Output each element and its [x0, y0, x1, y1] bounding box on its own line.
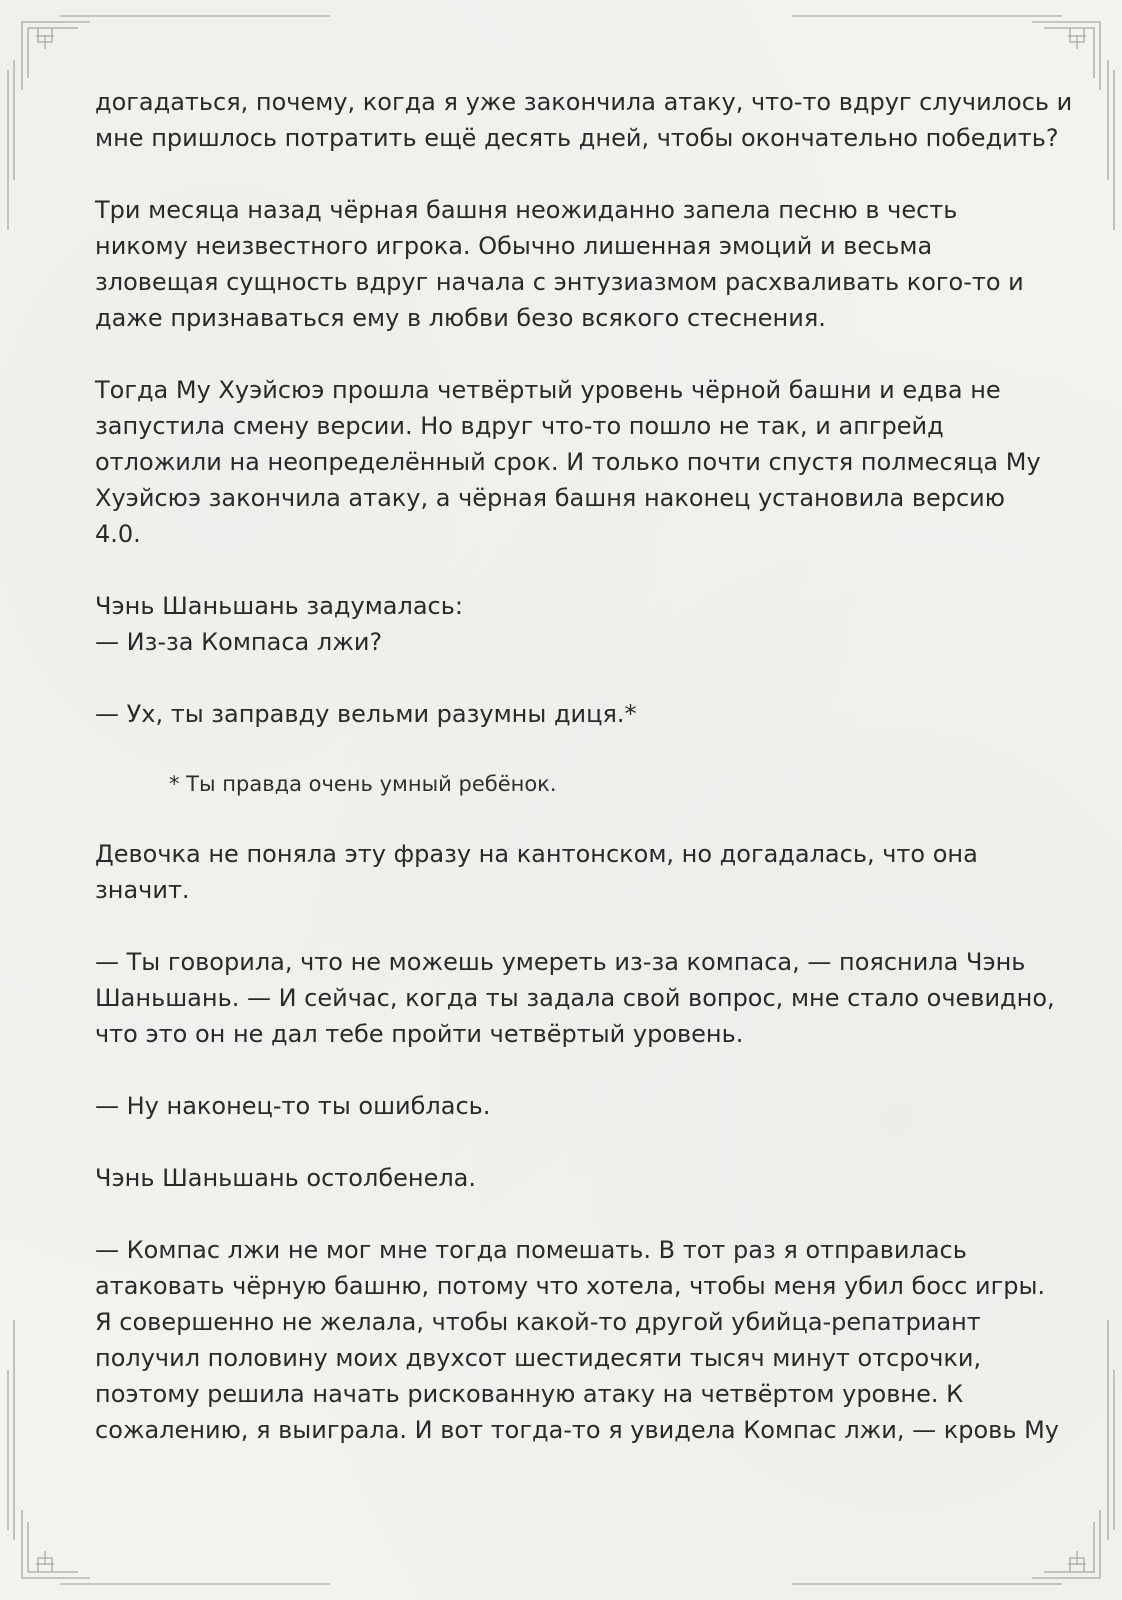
text-line: никому неизвестного игрока. Обычно лишенная эмоций и весьма: [95, 232, 933, 260]
text-line: догадаться, почему, когда я уже закончила атаку, что-то вдруг случилось и: [95, 88, 1073, 116]
dialogue-line: Шаньшань. — И сейчас, когда ты задала свой вопрос, мне стало очевидно,: [95, 984, 1055, 1012]
dialogue-line: получил половину моих двухсот шестидесяти тысяч минут отсрочки,: [95, 1344, 982, 1372]
text-line: запустила смену версии. Но вдруг что-то пошло не так, и апгрейд: [95, 412, 944, 440]
paragraph: [95, 192, 1035, 336]
paragraph: [95, 1088, 1035, 1124]
document-body: [95, 84, 1073, 1484]
paragraph: [95, 836, 1035, 908]
text-line: отложили на неопределённый срок. И только почти спустя полмесяца Му: [95, 448, 1041, 476]
paragraph: [95, 84, 1073, 156]
text-line: Тогда Му Хуэйсюэ прошла четвёртый уровень чёрной башни и едва не: [95, 376, 1001, 404]
dialogue-line: поэтому решила начать рискованную атаку на четвёртом уровне. К: [95, 1380, 964, 1408]
text-line: Чэнь Шаньшань задумалась:: [95, 592, 463, 620]
paragraph: [95, 372, 1041, 552]
dialogue-line: — Ну наконец-то ты ошиблась.: [95, 1092, 491, 1120]
paragraph: [95, 588, 1035, 660]
text-line: Три месяца назад чёрная башня неожиданно запела песню в честь: [95, 196, 958, 224]
text-line: зловещая сущность вдруг начала с энтузиазмом расхваливать кого-то и: [95, 268, 1024, 296]
paragraph: [95, 1232, 1060, 1448]
text-line: мне пришлось потратить ещё десять дней, чтобы окончательно победить?: [95, 124, 1059, 152]
dialogue-line: — Компас лжи не мог мне тогда помешать. В тот раз я отправилась: [95, 1236, 967, 1264]
dialogue-line: что это он не дал тебе пройти четвёртый уровень.: [95, 1020, 744, 1048]
text-line: даже признаваться ему в любви безо всякого стеснения.: [95, 304, 826, 332]
footnote-text: * Ты правда очень умный ребёнок.: [169, 772, 557, 796]
paragraph: [95, 1160, 1035, 1196]
text-line: Девочка не поняла эту фразу на кантонском, но догадалась, что она: [95, 840, 978, 868]
paragraph: [95, 696, 1035, 732]
dialogue-line: — Ух, ты заправду вельми разумны диця.*: [95, 700, 637, 728]
paragraph: [95, 944, 1055, 1052]
text-line: Хуэйсюэ закончила атаку, а чёрная башня наконец установила версию: [95, 484, 1005, 512]
dialogue-line: Я совершенно не желала, чтобы какой-то другой убийца-репатриант: [95, 1308, 981, 1336]
dialogue-line: атаковать чёрную башню, потому что хотела, чтобы меня убил босс игры.: [95, 1272, 1046, 1300]
footnote: [169, 766, 1035, 802]
dialogue-line: — Из-за Компаса лжи?: [95, 628, 383, 656]
dialogue-line: сожалению, я выиграла. И вот тогда-то я увидела Компас лжи, — кровь Му: [95, 1416, 1060, 1444]
dialogue-line: — Ты говорила, что не можешь умереть из-за компаса, — пояснила Чэнь: [95, 948, 1026, 976]
text-line: 4.0.: [95, 520, 141, 548]
text-line: значит.: [95, 876, 190, 904]
text-line: Чэнь Шаньшань остолбенела.: [95, 1164, 477, 1192]
